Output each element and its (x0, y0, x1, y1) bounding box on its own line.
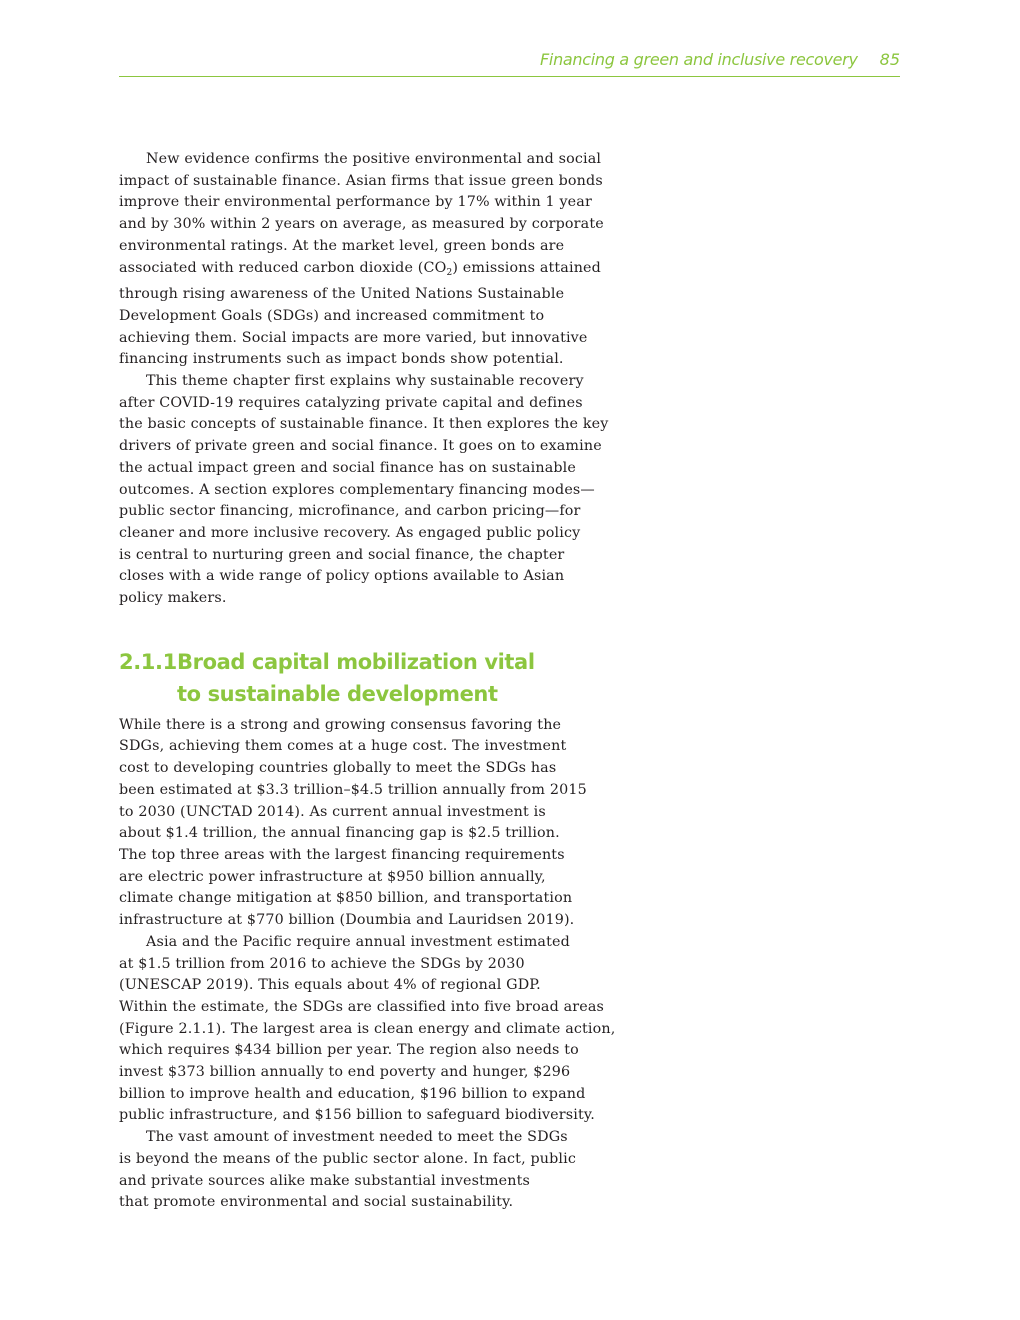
section-paragraph-3: The vast amount of investment needed to meet the SDGs is beyond the means of the public sector alone. In fact, public and private sources alike make substantial investments that promote environmental and social sustainability. (119, 1129, 577, 1211)
intro-paragraph-1 (119, 149, 619, 371)
page-number: 85 (879, 50, 900, 69)
section-paragraph-2: Asia and the Pacific require annual investment estimated at $1.5 trillion from 2016 to achieve the SDGs by 2030 (UNESCAP 2019). This equals about 4% of regional GDP. Within the estimate, the SDGs are classified into five broad areas (Figure 2.1.1). The largest area is clean energy and climate action, which requires $434 billion per year. The region also needs to invest $373 billion annually to end poverty and hunger, $296 billion to improve health and education, $196 billion to expand public infrastructure, and $156 billion to safeguard biodiversity. (119, 933, 616, 1124)
section-number: 2.1.1 (119, 649, 177, 674)
co2-subscript: 2 (446, 267, 453, 278)
intro-p1-text-a: New evidence confirms the positive environmental and social impact of sustainable finance. Asian firms that issue green bonds improve their environmental performance by 17% within 1 year and by 30% within 2 years on average, as measured by corporate environmental ratings. At the market level, green bonds are associated with reduced carbon dioxide (CO (119, 151, 604, 276)
section-paragraph-1: While there is a strong and growing consensus favoring the SDGs, achieving them comes at a huge cost. The investment cost to developing countries globally to meet the SDGs has been estimated at $3.3 trillion–$4.5 trillion annually from 2015 to 2030 (UNCTAD 2014). As current annual investment is about $1.4 trillion, the annual financing gap is $2.5 trillion. The top three areas with the largest financing requirements are electric power infrastructure at $950 billion annually, climate change mitigation at $850 billion, and transportation infrastructure at $770 billion (Doumbia and Lauridsen 2019). (119, 716, 587, 929)
body-column (119, 149, 619, 1214)
intro-paragraph-2: This theme chapter first explains why sustainable recovery after COVID-19 requires catalyzing private capital and defines the basic concepts of sustainable finance. It then explores the key drivers of private green and social finance. It goes on to examine the actual impact green and social finance has on sustainable outcomes. A section explores complementary financing modes— public sector financing, microfinance, and carbon pricing—for cleaner and more inclusive recovery. As engaged public policy is central to nurturing green and social finance, the chapter closes with a wide range of policy options available to Asian policy makers. (119, 373, 609, 607)
section-heading (119, 646, 619, 710)
section-title: Broad capital mobilization vital to sustainable development (177, 649, 535, 706)
page-header (119, 50, 900, 77)
intro-p1-text-b: ) emissions attained through rising awareness of the United Nations Sustainable Development Goals (SDGs) and increased commitment to achieving them. Social impacts are more varied, but innovative financing instruments such as impact bonds show potential. (119, 259, 601, 368)
running-title: Financing a green and inclusive recovery (540, 50, 858, 69)
